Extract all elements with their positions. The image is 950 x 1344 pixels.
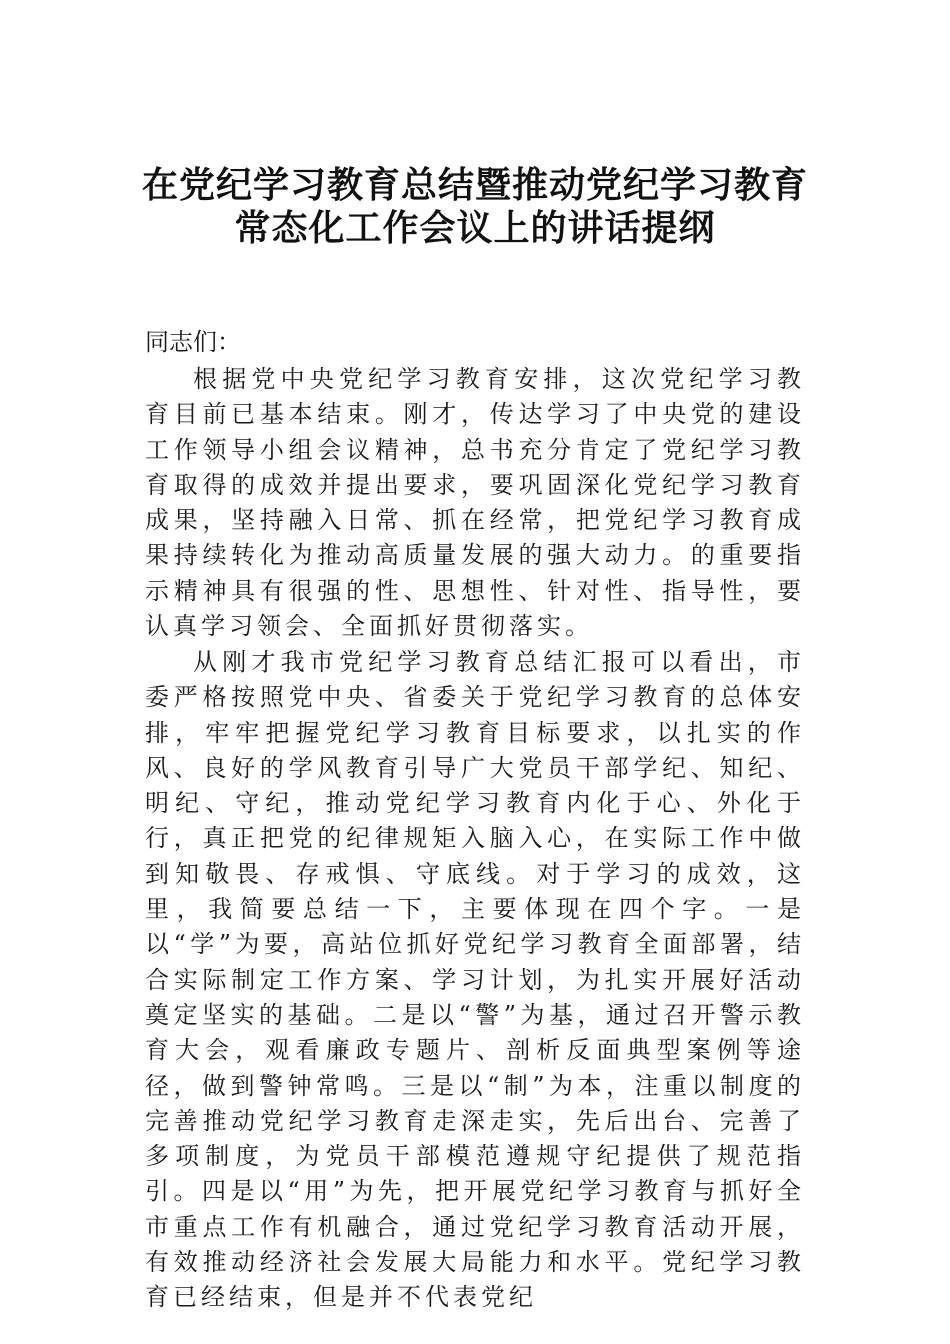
- salutation: 同志们：: [145, 328, 241, 356]
- paragraph-2: 从刚才我市党纪学习教育总结汇报可以看出，市委严格按照党中央、省委关于党纪学习教育的总体安排，牢牢把握党纪学习教育目标要求，以扎实的作风、良好的学风教育引导广大党员干部学纪、知纪、明纪、守纪，推动党纪学习教育内化于心、外化于行，真正把党的纪律规矩入脑入心，在实际工作中做到知敬畏、存戒惧、守底线。对于学习的成效，这里，我简要总结一下，主要体现在四个字。一是以“学”为要，高站位抓好党纪学习教育全面部署，结合实际制定工作方案、学习计划，为扎实开展好活动奠定坚实的基础。二是以“警”为基，通过召开警示教育大会，观看廉政专题片、剖析反面典型案例等途径，做到警钟常鸣。三是以“制”为本，注重以制度的完善推动党纪学习教育走深走实，先后出台、完善了多项制度，为党员干部模范遵规守纪提供了规范指引。四是以“用”为先，把开展党纪学习教育与抓好全市重点工作有机融合，通过党纪学习教育活动开展，有效推动经济社会发展大局能力和水平。党纪学习教育已经结束，但是并不代表党纪: [145, 648, 805, 1312]
- paragraph-1: 根据党中央党纪学习教育安排，这次党纪学习教育目前已基本结束。刚才，传达学习了中央党的建设工作领导小组会议精神，总书充分肯定了党纪学习教育取得的成效并提出要求，要巩固深化党纪学习教育成果，坚持融入日常、抓在经常，把党纪学习教育成果持续转化为推动高质量发展的强大动力。的重要指示精神具有很强的性、思想性、针对性、指导性，要认真学习领会、全面抓好贯彻落实。: [145, 365, 805, 641]
- document-title-line-1: 在党纪学习教育总结暨推动党纪学习教育: [141, 164, 808, 206]
- document-title-line-2: 常态化工作会议上的讲话提纲: [234, 207, 716, 249]
